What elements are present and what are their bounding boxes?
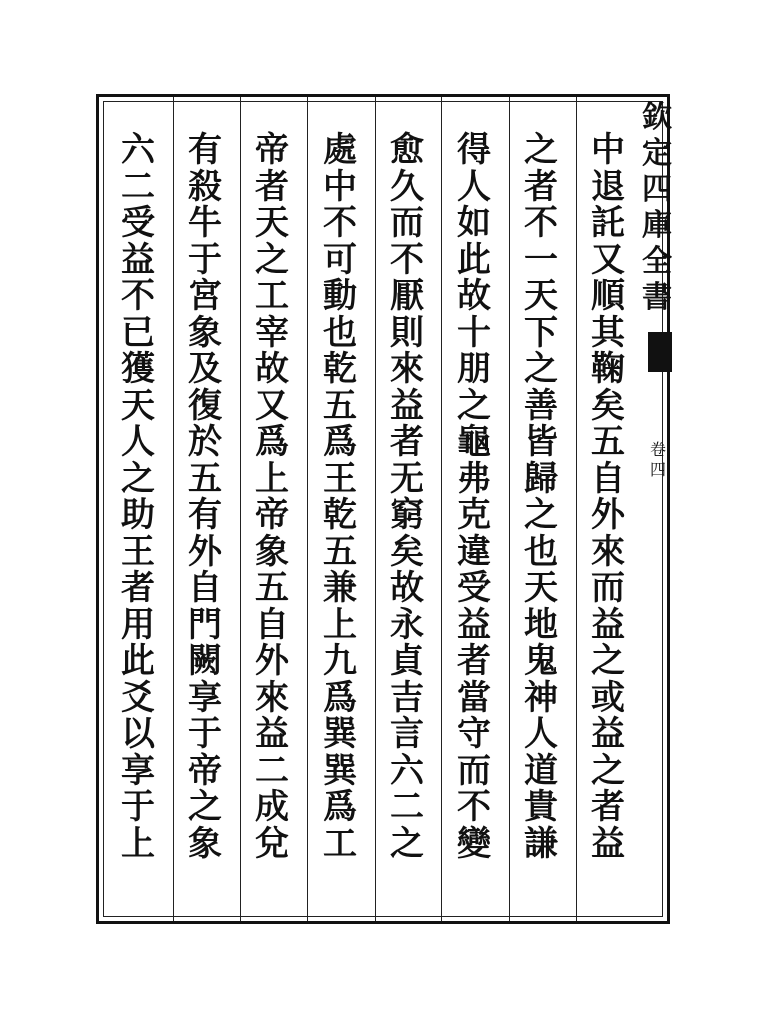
character: 永 [390, 604, 424, 645]
character: 益 [457, 604, 491, 645]
character: 來 [255, 677, 289, 718]
character: 闕 [188, 641, 222, 681]
character: 下 [524, 312, 558, 353]
character: 之 [121, 458, 155, 499]
character: 人 [121, 422, 155, 462]
character: 及 [188, 349, 222, 389]
character: 故 [255, 349, 289, 389]
character: 殺 [188, 166, 222, 207]
character: 不 [390, 239, 424, 280]
character: 上 [323, 604, 357, 645]
character: 變 [457, 823, 491, 864]
character: 之 [591, 750, 625, 791]
character: 于 [121, 787, 155, 827]
character: 可 [323, 239, 357, 280]
character: 卷 [649, 440, 666, 459]
character: 順 [591, 276, 625, 316]
character: 之 [255, 239, 289, 280]
character: 得 [457, 130, 491, 170]
character: 門 [188, 604, 222, 645]
character: 二 [121, 166, 155, 207]
character: 弗 [457, 458, 491, 499]
character: 以 [121, 714, 155, 754]
character: 之 [457, 385, 491, 426]
column-rule [307, 97, 308, 921]
character: 天 [121, 385, 155, 426]
volume-label [646, 440, 670, 480]
character: 人 [457, 166, 491, 207]
character: 益 [591, 714, 625, 754]
character: 也 [524, 531, 558, 572]
character: 龜 [457, 422, 491, 462]
character: 而 [591, 568, 625, 608]
character: 益 [591, 604, 625, 645]
character: 朋 [457, 349, 491, 389]
text-column [175, 132, 235, 862]
character: 外 [255, 641, 289, 681]
character: 皆 [524, 422, 558, 462]
character: 獲 [121, 349, 155, 389]
character: 者 [457, 641, 491, 681]
character: 已 [121, 312, 155, 353]
character: 用 [121, 604, 155, 645]
character: 窮 [390, 495, 424, 535]
character: 愈 [390, 130, 424, 170]
character: 帝 [255, 495, 289, 535]
character: 鬼 [524, 641, 558, 681]
fish-tail-mark [648, 332, 672, 372]
character: 上 [121, 823, 155, 864]
character: 天 [524, 568, 558, 608]
character: 天 [524, 276, 558, 316]
character: 十 [457, 312, 491, 353]
character: 之 [188, 787, 222, 827]
character: 故 [457, 276, 491, 316]
character: 有 [188, 495, 222, 535]
character: 者 [591, 787, 625, 827]
character: 五 [255, 568, 289, 608]
character: 於 [188, 422, 222, 462]
character: 欽 [642, 100, 672, 135]
character: 如 [457, 203, 491, 243]
character: 者 [255, 166, 289, 207]
character: 違 [457, 531, 491, 572]
column-rule [576, 97, 577, 921]
character: 此 [457, 239, 491, 280]
character: 中 [591, 130, 625, 170]
character: 者 [524, 166, 558, 207]
character: 巽 [323, 714, 357, 754]
column-rule [173, 97, 174, 921]
character: 爻 [121, 677, 155, 718]
character: 于 [188, 239, 222, 280]
character: 不 [323, 203, 357, 243]
character: 爲 [323, 677, 357, 718]
character: 貞 [390, 641, 424, 681]
character: 而 [390, 203, 424, 243]
character: 動 [323, 276, 357, 316]
character: 來 [390, 349, 424, 389]
character: 兌 [255, 823, 289, 864]
character: 中 [323, 166, 357, 207]
character: 巽 [323, 750, 357, 791]
character: 益 [390, 385, 424, 426]
text-column [377, 132, 437, 862]
character: 王 [323, 458, 357, 499]
character: 之 [524, 495, 558, 535]
character: 歸 [524, 458, 558, 499]
character: 故 [390, 568, 424, 608]
character: 受 [457, 568, 491, 608]
character: 外 [591, 495, 625, 535]
character: 自 [591, 458, 625, 499]
character: 復 [188, 385, 222, 426]
character: 吉 [390, 677, 424, 718]
text-column [511, 132, 571, 862]
character: 地 [524, 604, 558, 645]
character: 一 [524, 239, 558, 280]
character: 也 [323, 312, 357, 353]
character: 九 [323, 641, 357, 681]
character: 又 [591, 239, 625, 280]
character: 四 [649, 460, 666, 479]
character: 來 [591, 531, 625, 572]
character: 貴 [524, 787, 558, 827]
character: 帝 [255, 130, 289, 170]
column-rule [441, 97, 442, 921]
character: 自 [188, 568, 222, 608]
character: 乾 [323, 349, 357, 389]
character: 矣 [591, 385, 625, 426]
character: 言 [390, 714, 424, 754]
character: 厭 [390, 276, 424, 316]
character: 五 [323, 385, 357, 426]
character: 无 [390, 458, 424, 499]
character: 工 [323, 823, 357, 864]
text-column [108, 132, 168, 862]
character: 天 [255, 203, 289, 243]
character: 象 [188, 823, 222, 864]
column-rule [240, 97, 241, 921]
text-column [444, 132, 504, 862]
character: 二 [390, 787, 424, 827]
character: 書 [642, 280, 672, 315]
character: 而 [457, 750, 491, 791]
character: 于 [188, 714, 222, 754]
character: 受 [121, 203, 155, 243]
character: 乾 [323, 495, 357, 535]
character: 之 [591, 641, 625, 681]
character: 久 [390, 166, 424, 207]
text-column [578, 132, 638, 862]
character: 宰 [255, 312, 289, 353]
character: 道 [524, 750, 558, 791]
character: 上 [255, 458, 289, 499]
character: 人 [524, 714, 558, 754]
character: 此 [121, 641, 155, 681]
character: 五 [323, 531, 357, 572]
character: 退 [591, 166, 625, 207]
character: 之 [390, 823, 424, 864]
character: 享 [188, 677, 222, 718]
character: 不 [524, 203, 558, 243]
character: 有 [188, 130, 222, 170]
character: 自 [255, 604, 289, 645]
character: 五 [591, 422, 625, 462]
character: 託 [591, 203, 625, 243]
character: 外 [188, 531, 222, 572]
character: 益 [121, 239, 155, 280]
character: 謙 [524, 823, 558, 864]
column-rule [375, 97, 376, 921]
character: 守 [457, 714, 491, 754]
character: 享 [121, 750, 155, 791]
character: 爲 [323, 422, 357, 462]
character: 或 [591, 677, 625, 718]
text-column [310, 132, 370, 862]
character: 王 [121, 531, 155, 572]
character: 者 [390, 422, 424, 462]
character: 成 [255, 787, 289, 827]
character: 者 [121, 568, 155, 608]
character: 象 [255, 531, 289, 572]
character: 善 [524, 385, 558, 426]
character: 庫 [642, 208, 672, 243]
character: 益 [591, 823, 625, 864]
character: 益 [255, 714, 289, 754]
character: 不 [457, 787, 491, 827]
character: 神 [524, 677, 558, 718]
character: 五 [188, 458, 222, 499]
character: 六 [390, 750, 424, 791]
character: 當 [457, 677, 491, 718]
character: 其 [591, 312, 625, 353]
column-rule [509, 97, 510, 921]
character: 四 [642, 172, 672, 207]
character: 爲 [255, 422, 289, 462]
character: 宮 [188, 276, 222, 316]
character: 工 [255, 276, 289, 316]
character: 定 [642, 136, 672, 171]
character: 助 [121, 495, 155, 535]
character: 又 [255, 385, 289, 426]
character: 之 [524, 130, 558, 170]
book-title-vertical [640, 100, 674, 316]
character: 兼 [323, 568, 357, 608]
character: 之 [524, 349, 558, 389]
character: 不 [121, 276, 155, 316]
character: 象 [188, 312, 222, 353]
character: 克 [457, 495, 491, 535]
character: 帝 [188, 750, 222, 791]
character: 鞠 [591, 349, 625, 389]
character: 二 [255, 750, 289, 791]
text-column [242, 132, 302, 862]
character: 六 [121, 130, 155, 170]
character: 全 [642, 244, 672, 279]
character: 則 [390, 312, 424, 353]
character: 爲 [323, 787, 357, 827]
character: 矣 [390, 531, 424, 572]
character: 牛 [188, 203, 222, 243]
character: 處 [323, 130, 357, 170]
